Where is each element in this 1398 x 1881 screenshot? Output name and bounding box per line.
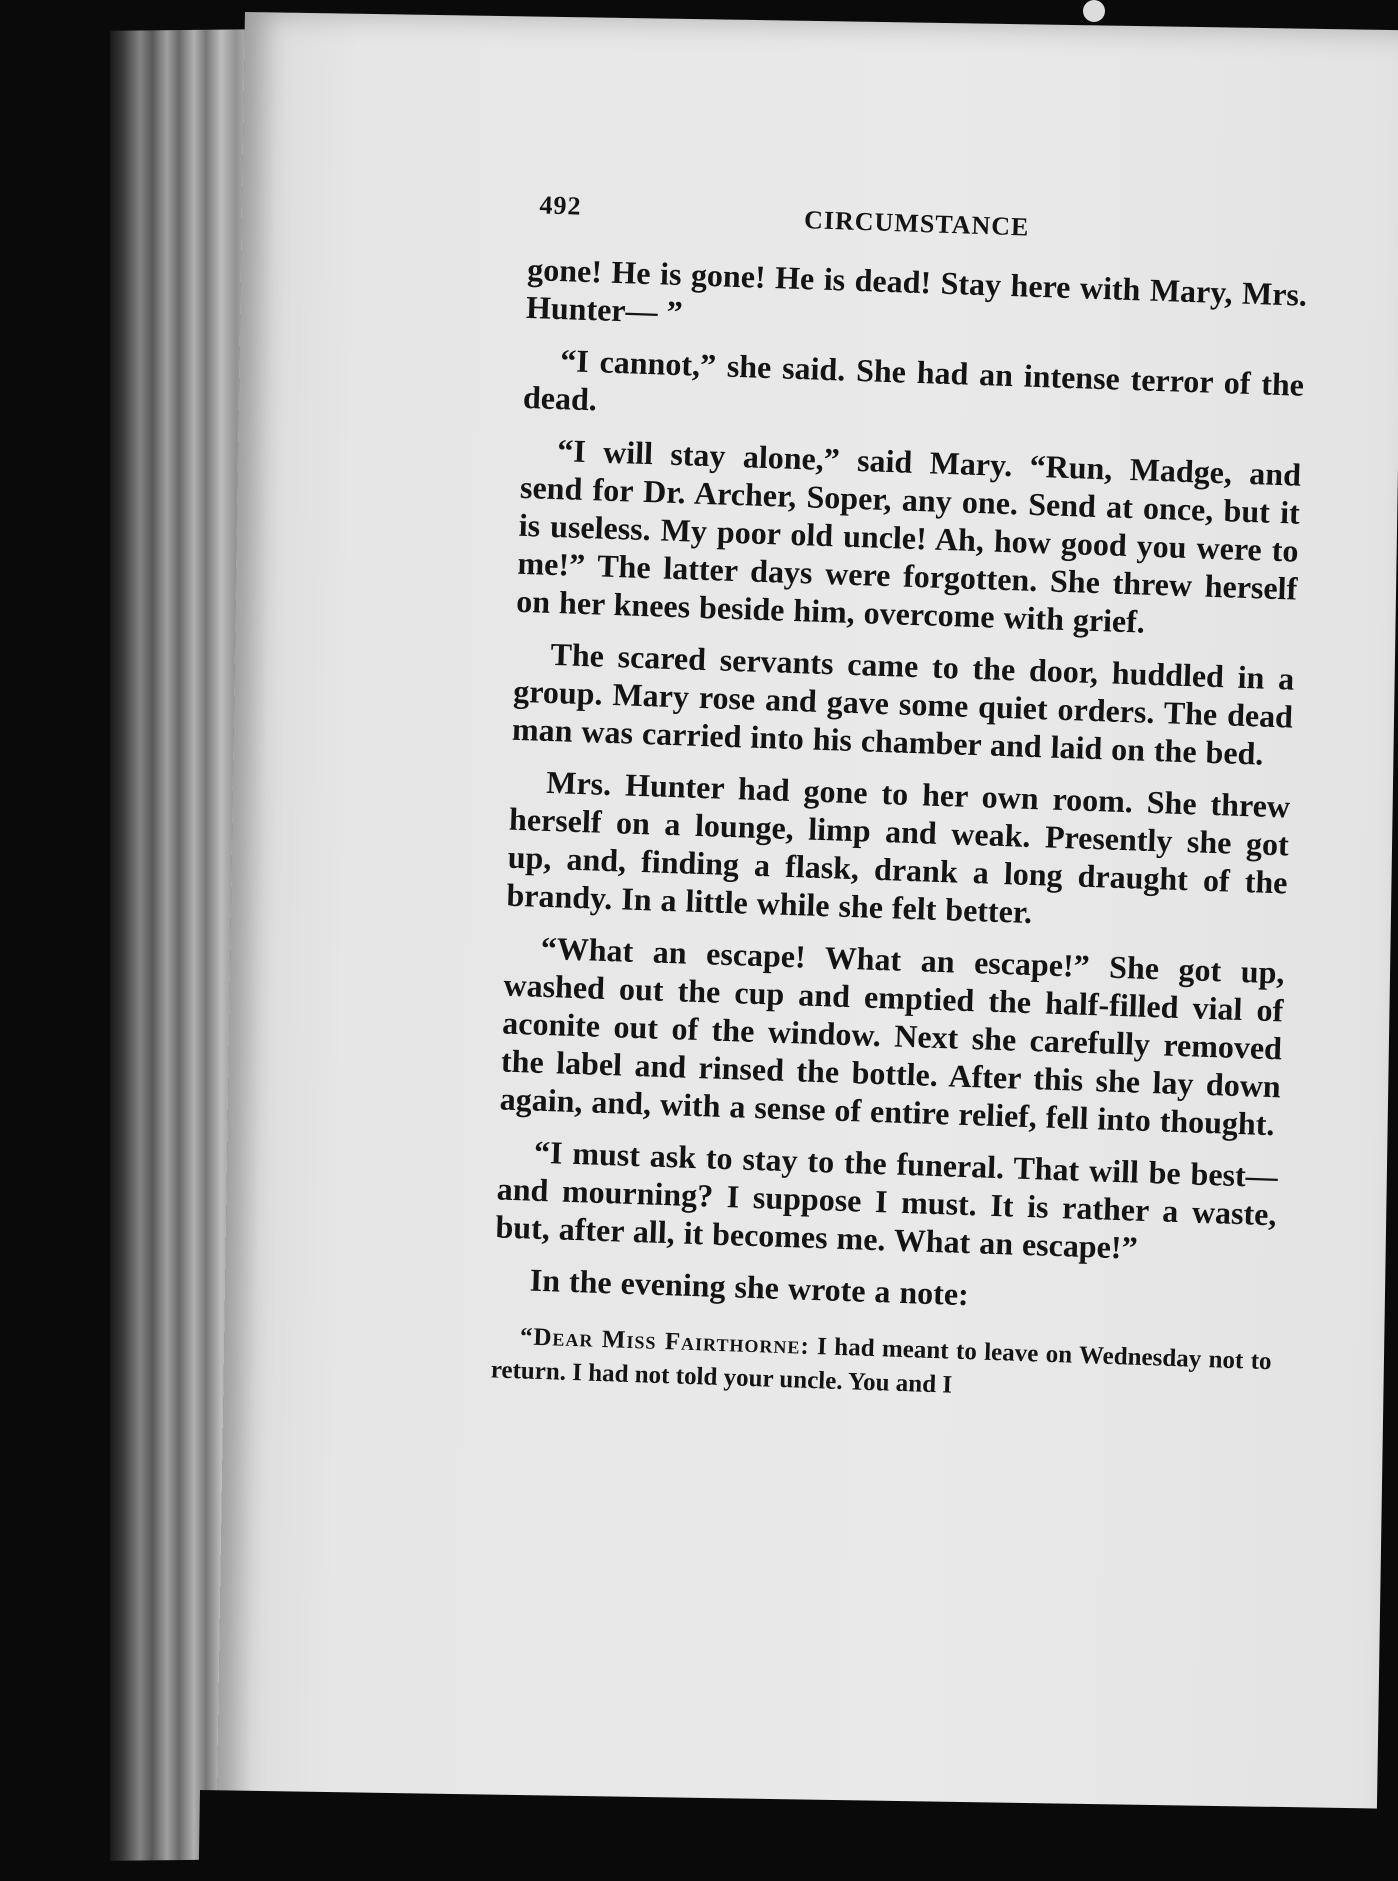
paragraph: gone! He is gone! He is dead! Stay here with Mary, Mrs. Hunter— ” — [525, 250, 1308, 331]
paragraph: In the evening she wrote a note: — [529, 1261, 970, 1313]
paragraph: “I cannot,” she said. She had an intense terror of the dead. — [522, 342, 1305, 418]
page-text-block — [490, 190, 1309, 1413]
running-title: CIRCUMSTANCE — [803, 205, 1030, 242]
page-number: 492 — [539, 190, 582, 221]
paragraph: “I must ask to stay to the funeral. That will be best—and mourning? I suppose I must. It is rather a waste, but, after all, it becomes me. What an escape!” — [495, 1133, 1279, 1266]
paragraph: The scared servants came to the door, huddled in a group. Mary rose and gave some quiet orders. The dead man was carried into his chamber and laid on the bed. — [511, 635, 1295, 772]
paragraph: “What an escape! What an escape!” She got up, washed out the cup and emptied the half-filled vial of aconite out of the window. Next she carefully removed the label and rinsed the bottle. After this she lay down again, and, with a sense of entire relief, fell into thought. — [499, 929, 1286, 1143]
paragraph: “I will stay alone,” said Mary. “Run, Madge, and send for Dr. Archer, Soper, any one. Send at once, but it is useless. My poor old uncle! Ah, how good you were to me!” The latter days were forgotten. She threw herself on her knees beside him, overcome with grief. — [515, 432, 1302, 640]
letter-body: I had meant to leave on Wednesday not to return. I had not told your uncle. You and I — [490, 1333, 1273, 1399]
scan-speck — [1083, 0, 1105, 22]
letter-salutation: “Dear Miss Fairthorne: — [519, 1323, 811, 1360]
paragraph: Mrs. Hunter had gone to her own room. She threw herself on a lounge, limp and weak. Presently she got up, and, finding a flask, drank a long draught of the brandy. In a little while she felt better. — [506, 763, 1291, 931]
